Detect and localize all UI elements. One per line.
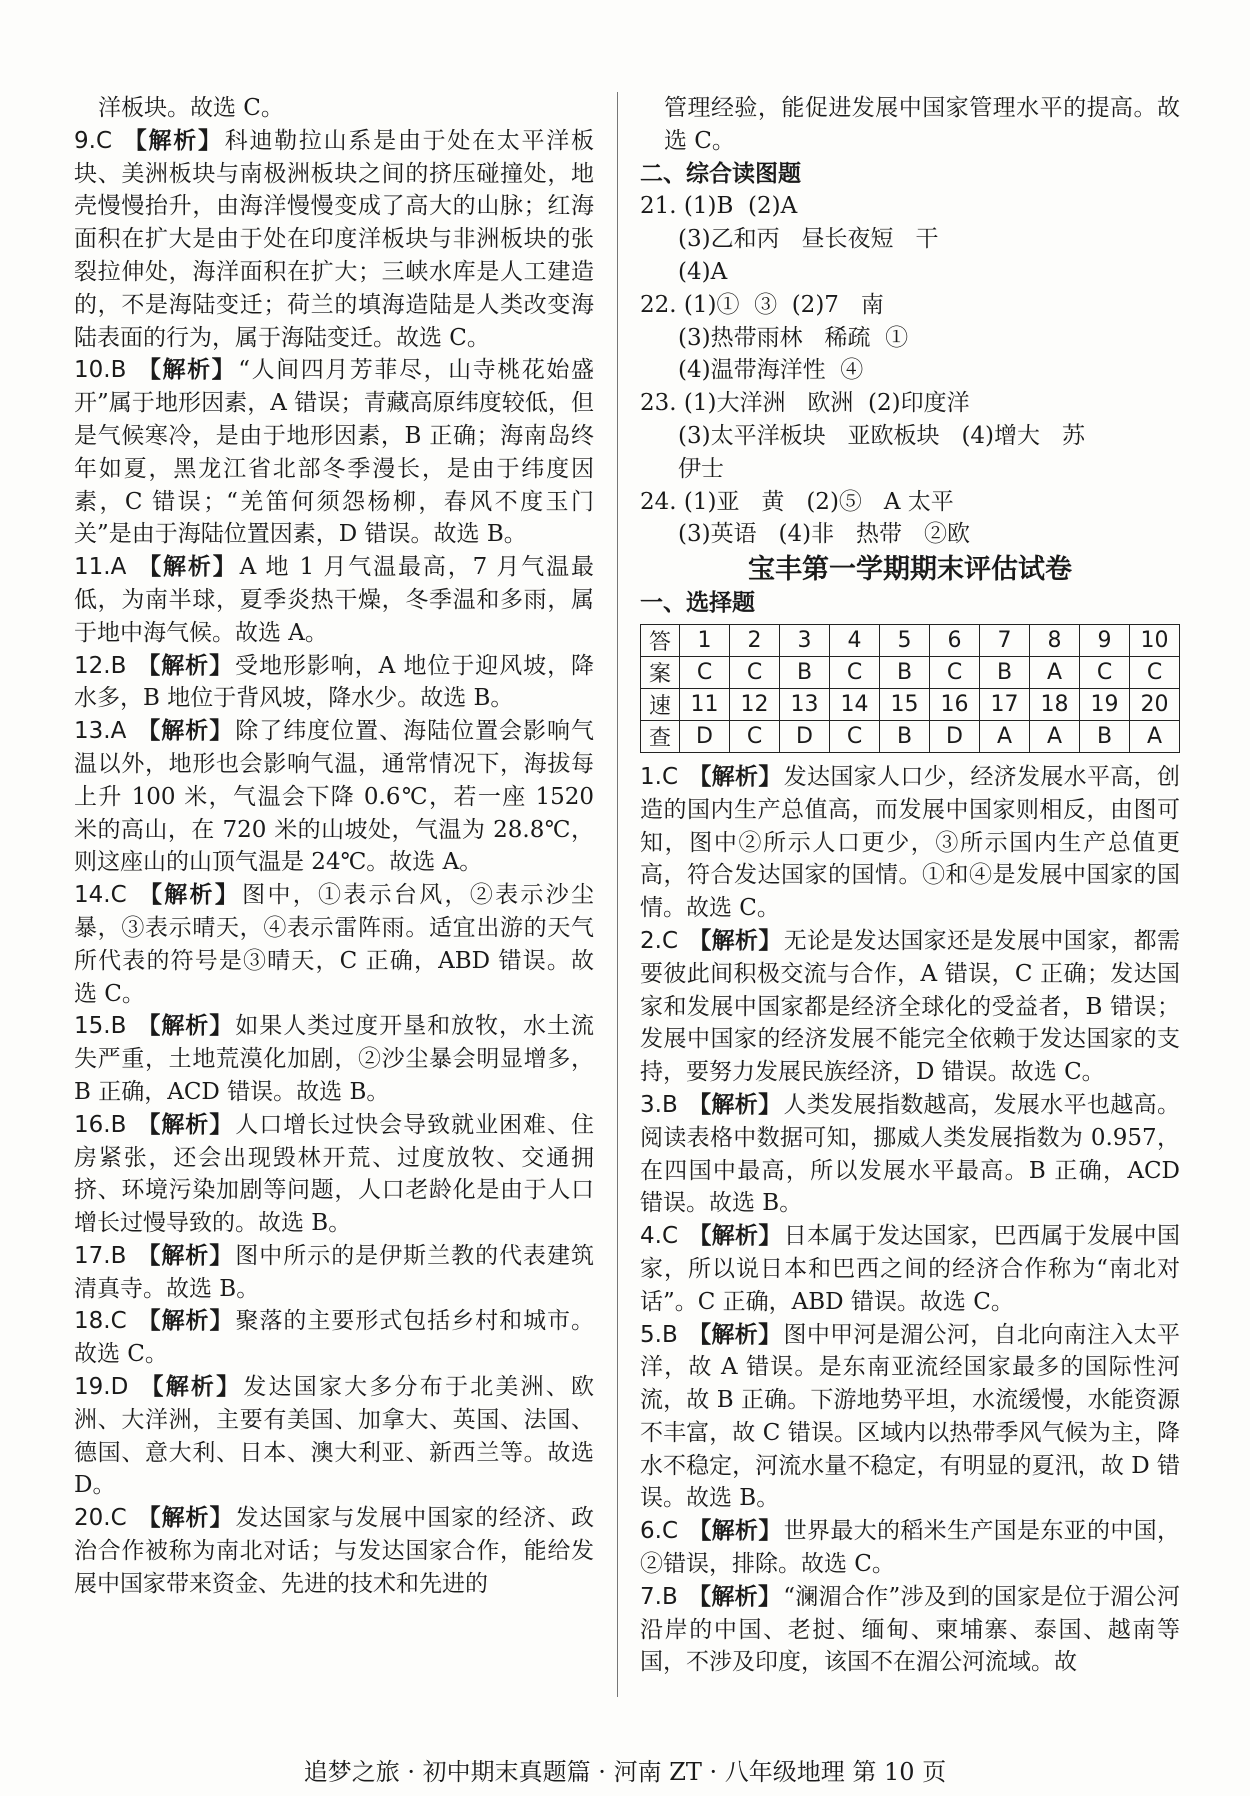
analysis-tag: 【解析】 [136,554,238,581]
analysis-tag: 【解析】 [136,718,234,745]
analysis-tag: 【解析】 [688,927,782,954]
answer-table-cell: 9 [1080,624,1130,656]
short-answer-line: (3)热带雨林 稀疏 ① [678,324,909,351]
analysis-item [74,879,594,1010]
analysis-tag: 【解析】 [136,1111,234,1138]
analysis-item [74,92,594,125]
answer-table-side-label: 答 [641,624,680,656]
left-column [74,92,594,1601]
analysis-tag: 【解析】 [687,1583,782,1610]
question-number: 15. [74,1013,111,1040]
answer-letter: B [661,1091,678,1118]
question-number: 6. [640,1518,662,1545]
answer-table-cell: 17 [980,688,1030,720]
answer-letter: A [110,554,127,581]
answer-table-row [641,656,1180,688]
answer-table-cell: B [1080,720,1130,752]
analysis-text: 受地形影响，A 地位于迎风坡，降水多，B 地位于背风坡，降水少。故选 B。 [74,652,595,712]
analysis-text: “澜湄合作”涉及到的国家是位于湄公河沿岸的中国、老挝、缅甸、柬埔寨、泰国、越南等国，不涉及印度，该国不在湄公河流域。故 [640,1583,1180,1676]
analysis-tag: 【解析】 [688,1223,782,1250]
answer-table-cell: C [730,720,780,752]
analysis-item [74,1109,594,1240]
short-answer-line: 22. (1)① ③ (2)7 南 [640,291,884,318]
answer-table-cell: 8 [1030,624,1080,656]
answer-table-cell: 16 [930,688,980,720]
answer-letter: C [661,1518,679,1545]
analysis-text: 科迪勒拉山系是由于处在太平洋板块、美洲板块与南极洲板块之间的挤压碰撞处，地壳慢慢抬升，由海洋慢慢变成了高大的山脉；红海面积在扩大是由于处在印度洋板块与非洲板块的张裂拉伸处，海洋面积在扩大；三峡水库是人工建造的，不是海陆变迁；荷兰的填海造陆是人类改变海陆表面的行为，属于海陆变迁。故选 C。 [74,127,595,351]
short-answer-line: (4)A [678,258,728,285]
analysis-tag: 【解析】 [688,1518,782,1545]
answer-table-cell: 19 [1080,688,1130,720]
analysis-tag: 【解析】 [136,882,241,909]
answer-table-cell: A [1130,720,1180,752]
section-heading-choice: 一、选择题 [640,590,755,617]
answer-table-cell: B [880,720,930,752]
short-answer-line: (3)太平洋板块 亚欧板块 (4)增大 苏 [678,422,1085,449]
analysis-text: 世界最大的稻米生产国是东亚的中国，②错误，排除。故选 C。 [640,1518,1181,1578]
analysis-item [74,1305,594,1371]
answer-table-cell: B [980,656,1030,688]
answer-table-row [641,624,1180,656]
answer-table-cell: 5 [880,624,930,656]
analysis-item [640,1220,1180,1318]
analysis-tag: 【解析】 [136,1505,234,1532]
answer-table-cell: D [930,720,980,752]
answer-table-side-label: 速 [641,688,680,720]
answer-table-cell: 6 [930,624,980,656]
analysis-item [74,125,594,355]
analysis-text: 聚落的主要形式包括乡村和城市。故选 C。 [74,1308,595,1368]
analysis-item [74,354,594,551]
analysis-item [74,1240,594,1306]
question-number: 3. [640,1091,662,1118]
answer-letter: B [110,357,127,384]
answer-table-cell: 11 [680,688,730,720]
analysis-text: 图中甲河是湄公河，自北向南注入太平洋，故 A 错误。是东南亚流经国家最多的国际性河流，故 B 正确。下游地势平坦，水流缓慢，水能资源不丰富，故 C 错误。区域内以热带季风气候为主，降水不稳定，河流水量不稳定，有明显的夏汛，故 D 错误。故选 B。 [640,1321,1181,1512]
analysis-text: 无论是发达国家还是发展中国家，都需要彼此间积极交流与合作，A 错误，C 正确；发达国家和发展中国家都是经济全球化的受益者，B 错误；发展中国家的经济发展不能完全依赖于发达国家的支持，要努力发展民族经济，D 错误。故选 C。 [640,927,1181,1086]
short-answer-line: (3)乙和丙 昼长夜短 干 [678,226,939,253]
analysis-text: 人类发展指数越高，发展水平也越高。阅读表格中数据可知，挪威人类发展指数为 0.957，在四国中最高，所以发展水平最高。B 正确，ACD 错误。故选 B。 [640,1091,1181,1217]
analysis-text: A 地 1 月气温最高，7 月气温最低，为南半球，夏季炎热干燥，冬季温和多雨，属于地中海气候。故选 A。 [74,554,594,646]
analysis-tag: 【解析】 [687,1091,782,1118]
answer-table-cell: 10 [1130,624,1180,656]
question-number: 14. [74,882,111,909]
analysis-tag: 【解析】 [138,1374,242,1401]
question-number: 17. [74,1242,111,1269]
analysis-item [640,1319,1180,1516]
analysis-tag: 【解析】 [136,1308,234,1335]
answer-table-cell: 1 [680,624,730,656]
question-number: 2. [640,927,662,954]
answer-letter: B [110,1242,127,1269]
analysis-tag: 【解析】 [136,1013,234,1040]
answer-table-row [641,688,1180,720]
answer-letter: C [95,127,113,154]
answer-table-side-label: 案 [641,656,680,688]
answer-table-cell: 14 [830,688,880,720]
answer-table-cell: C [830,720,880,752]
answer-table-row [641,720,1180,752]
answer-letter: B [110,652,127,679]
analysis-text: 发达国家与发展中国家的经济、政治合作被称为南北对话；与发达国家合作，能给发展中国家带来资金、先进的技术和先进的 [74,1505,595,1597]
analysis-item [640,761,1180,925]
answer-letter: B [661,1321,678,1348]
analysis-item [74,715,594,879]
answer-table-cell: A [1030,656,1080,688]
answer-table-cell: C [1080,656,1130,688]
analysis-item [640,1581,1180,1679]
analysis-item [74,1371,594,1502]
answer-table-cell: 18 [1030,688,1080,720]
answer-letter: B [110,1111,127,1138]
question-number: 18. [74,1308,111,1335]
analysis-text: 发达国家人口少，经济发展水平高，创造的国内生产总值高，而发展中国家则相反，由图可知，图中②所示人口更少，③所示国内生产总值更高，符合发达国家的国情。①和④是发展中国家的国情。故选 C。 [640,763,1181,922]
answer-table-cell: A [980,720,1030,752]
paper-title: 宝丰第一学期期末评估试卷 [748,554,1072,586]
short-answer-list [640,190,1180,551]
column-divider [617,92,618,1697]
analysis-tag: 【解析】 [688,763,782,790]
answer-table-cell: 2 [730,624,780,656]
answer-table-cell: B [880,656,930,688]
analysis-tag: 【解析】 [122,127,223,154]
analysis-tag: 【解析】 [136,652,234,679]
answer-table-cell: D [780,720,830,752]
answer-letter: B [110,1013,127,1040]
analysis-tag: 【解析】 [687,1321,782,1348]
analysis-text: 除了纬度位置、海陆位置会影响气温以外，地形也会影响气温，通常情况下，海拔每上升 100 米，气温会下降 0.6℃，若一座 1520 米的高山，在 720 米的山坡处，气温为 28.8℃，则这座山的山顶气温是 24℃。故选 A。 [74,718,595,876]
question-number: 1. [640,763,662,790]
analysis-item [74,551,594,649]
analysis-item [74,650,594,716]
question-number: 19. [74,1374,111,1401]
answer-table-cell: C [830,656,880,688]
answer-letter: C [661,1223,679,1250]
right-analysis-list [640,761,1180,1679]
short-answer-line: 23. (1)大洋洲 欧洲 (2)印度洋 [640,390,970,417]
right-column [640,92,1180,1679]
analysis-item [640,1089,1180,1220]
answer-table-cell: 7 [980,624,1030,656]
question-number: 10. [74,357,111,384]
answer-table-cell: 15 [880,688,930,720]
question-number: 7. [640,1583,662,1610]
question-number: 16. [74,1111,111,1138]
analysis-item [640,925,1180,1089]
answer-table-cell: 13 [780,688,830,720]
answer-table-cell: D [680,720,730,752]
question-number: 4. [640,1223,662,1250]
answer-table-cell: C [1130,656,1180,688]
short-answer-line: 21. (1)B (2)A [640,193,798,220]
short-answer-line: 伊士 [678,455,724,482]
answer-table-cell: 20 [1130,688,1180,720]
answer-letter: C [110,1308,127,1335]
answer-letter: C [661,927,679,954]
analysis-tag: 【解析】 [136,357,237,384]
section-heading-reading: 二、综合读图题 [640,160,801,187]
analysis-text: 图中所示的是伊斯兰教的代表建筑清真寺。故选 B。 [74,1242,595,1302]
answer-table-side-label: 查 [641,720,680,752]
continued-answer-20: 管理经验，能促进发展中国家管理水平的提高。故选 C。 [664,95,1180,154]
answer-table-cell: C [730,656,780,688]
answer-letter: C [110,1505,127,1532]
analysis-text: “人间四月芳菲尽，山寺桃花始盛开”属于地形因素，A 错误；青藏高原纬度较低，但是气候寒冷，是由于地形因素，B 正确；海南岛终年如夏，黑龙江省北部冬季漫长，是由于纬度因素，C 错误；“羌笛何须怨杨柳，春风不度玉门关”是由于海陆位置因素，D 错误。故选 B。 [74,357,595,548]
analysis-text: 如果人类过度开垦和放牧，水土流失严重，土地荒漠化加剧，②沙尘暴会明显增多，B 正确，ACD 错误。故选 B。 [74,1013,595,1105]
question-number: 20. [74,1505,111,1532]
question-number: 13. [74,718,111,745]
question-number: 9. [74,127,96,154]
analysis-text: 人口增长过快会导致就业困难、住房紧张，还会出现毁林开荒、过度放牧、交通拥挤、环境污染加剧等问题，人口老龄化是由于人口增长过慢导致的。故选 B。 [74,1111,595,1237]
analysis-text: 洋板块。故选 C。 [98,95,284,121]
page-footer: 追梦之旅 · 初中期末真题篇 · 河南 ZT · 八年级地理 第 10 页 [303,1758,947,1786]
answer-table-cell: 3 [780,624,830,656]
answer-table-cell: 4 [830,624,880,656]
short-answer-line: 24. (1)亚 黄 (2)⑤ A 太平 [640,488,954,515]
answer-letter: C [110,882,127,909]
analysis-tag: 【解析】 [136,1242,234,1269]
question-number: 12. [74,652,111,679]
question-number: 5. [640,1321,662,1348]
answer-table-cell: C [680,656,730,688]
analysis-item [74,1502,594,1600]
answer-table-cell: C [930,656,980,688]
answer-letter: A [110,718,127,745]
short-answer-line: (3)英语 (4)非 热带 ②欧 [678,521,970,548]
analysis-text: 日本属于发达国家，巴西属于发展中国家，所以说日本和巴西之间的经济合作称为“南北对话”。C 正确，ABD 错误。故选 C。 [640,1223,1181,1315]
short-answer-line: (4)温带海洋性 ④ [678,357,864,384]
question-number: 11. [74,554,111,581]
analysis-text: 发达国家大多分布于北美洲、欧洲、大洋洲，主要有美国、加拿大、英国、法国、德国、意大利、日本、澳大利亚、新西兰等。故选 D。 [74,1374,595,1499]
analysis-item [74,1010,594,1108]
analysis-text: 图中，①表示台风，②表示沙尘暴，③表示晴天，④表示雷阵雨。适宜出游的天气所代表的符号是③晴天，C 正确，ABD 错误。故选 C。 [74,882,595,1007]
answer-table-cell: 12 [730,688,780,720]
answer-letter: B [661,1583,678,1610]
answer-table-cell: B [780,656,830,688]
answer-letter: D [110,1374,129,1401]
answer-table-cell: A [1030,720,1080,752]
analysis-item [640,1515,1180,1581]
answer-table [640,624,1180,753]
answer-letter: C [661,763,679,790]
